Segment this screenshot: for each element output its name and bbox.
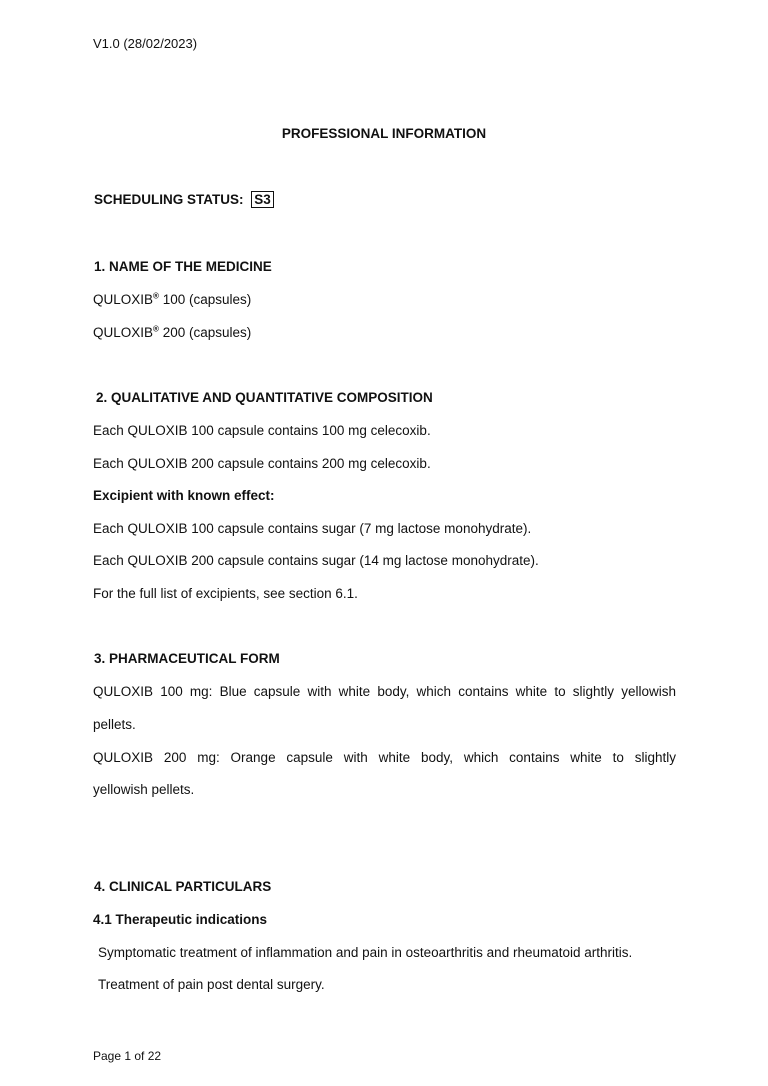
page-number: Page 1 of 22 xyxy=(93,1049,162,1063)
composition-line: Each QULOXIB 200 capsule contains 200 mg celecoxib. xyxy=(93,456,431,471)
document-title: PROFESSIONAL INFORMATION xyxy=(281,126,487,141)
form-100-line-2: pellets. xyxy=(93,717,136,732)
indication-line: Symptomatic treatment of inflammation and pain in osteoarthritis and rheumatoid arthritis. xyxy=(98,945,633,960)
form-200-line-2: yellowish pellets. xyxy=(93,782,195,797)
indication-line: Treatment of pain post dental surgery. xyxy=(98,977,325,992)
section-3-heading: 3. PHARMACEUTICAL FORM xyxy=(94,651,280,666)
section-4-heading: 4. CLINICAL PARTICULARS xyxy=(94,879,272,894)
excipient-heading: Excipient with known effect: xyxy=(93,488,275,503)
version-header: V1.0 (28/02/2023) xyxy=(93,36,198,51)
subsection-4-1-heading: 4.1 Therapeutic indications xyxy=(93,912,268,927)
section-1-heading: 1. NAME OF THE MEDICINE xyxy=(94,259,272,274)
medicine-name: QULOXIB xyxy=(93,325,154,340)
excipient-line: Each QULOXIB 200 capsule contains sugar (14 mg lactose monohydrate). xyxy=(93,553,539,568)
section-2-heading: 2. QUALITATIVE AND QUANTITATIVE COMPOSITION xyxy=(96,390,433,405)
scheduling-value: S3 xyxy=(251,191,274,208)
registered-mark: ® xyxy=(153,291,159,301)
form-100-line-1: QULOXIB 100 mg: Blue capsule with white body, which contains white to slightly yellowish xyxy=(93,684,676,699)
composition-line: Each QULOXIB 100 capsule contains 100 mg celecoxib. xyxy=(93,423,431,438)
form-200-line-1: QULOXIB 200 mg: Orange capsule with white body, which contains white to slightly xyxy=(93,750,676,765)
medicine-name-200 xyxy=(93,325,251,340)
medicine-name: QULOXIB xyxy=(93,292,154,307)
medicine-strength: 200 (capsules) xyxy=(158,325,252,340)
scheduling-status xyxy=(94,192,274,207)
medicine-strength: 100 (capsules) xyxy=(158,292,252,307)
scheduling-label: SCHEDULING STATUS: xyxy=(94,192,244,207)
excipient-line: For the full list of excipients, see section 6.1. xyxy=(93,586,358,601)
registered-mark: ® xyxy=(153,324,159,334)
excipient-line: Each QULOXIB 100 capsule contains sugar (7 mg lactose monohydrate). xyxy=(93,521,532,536)
medicine-name-100 xyxy=(93,292,251,307)
